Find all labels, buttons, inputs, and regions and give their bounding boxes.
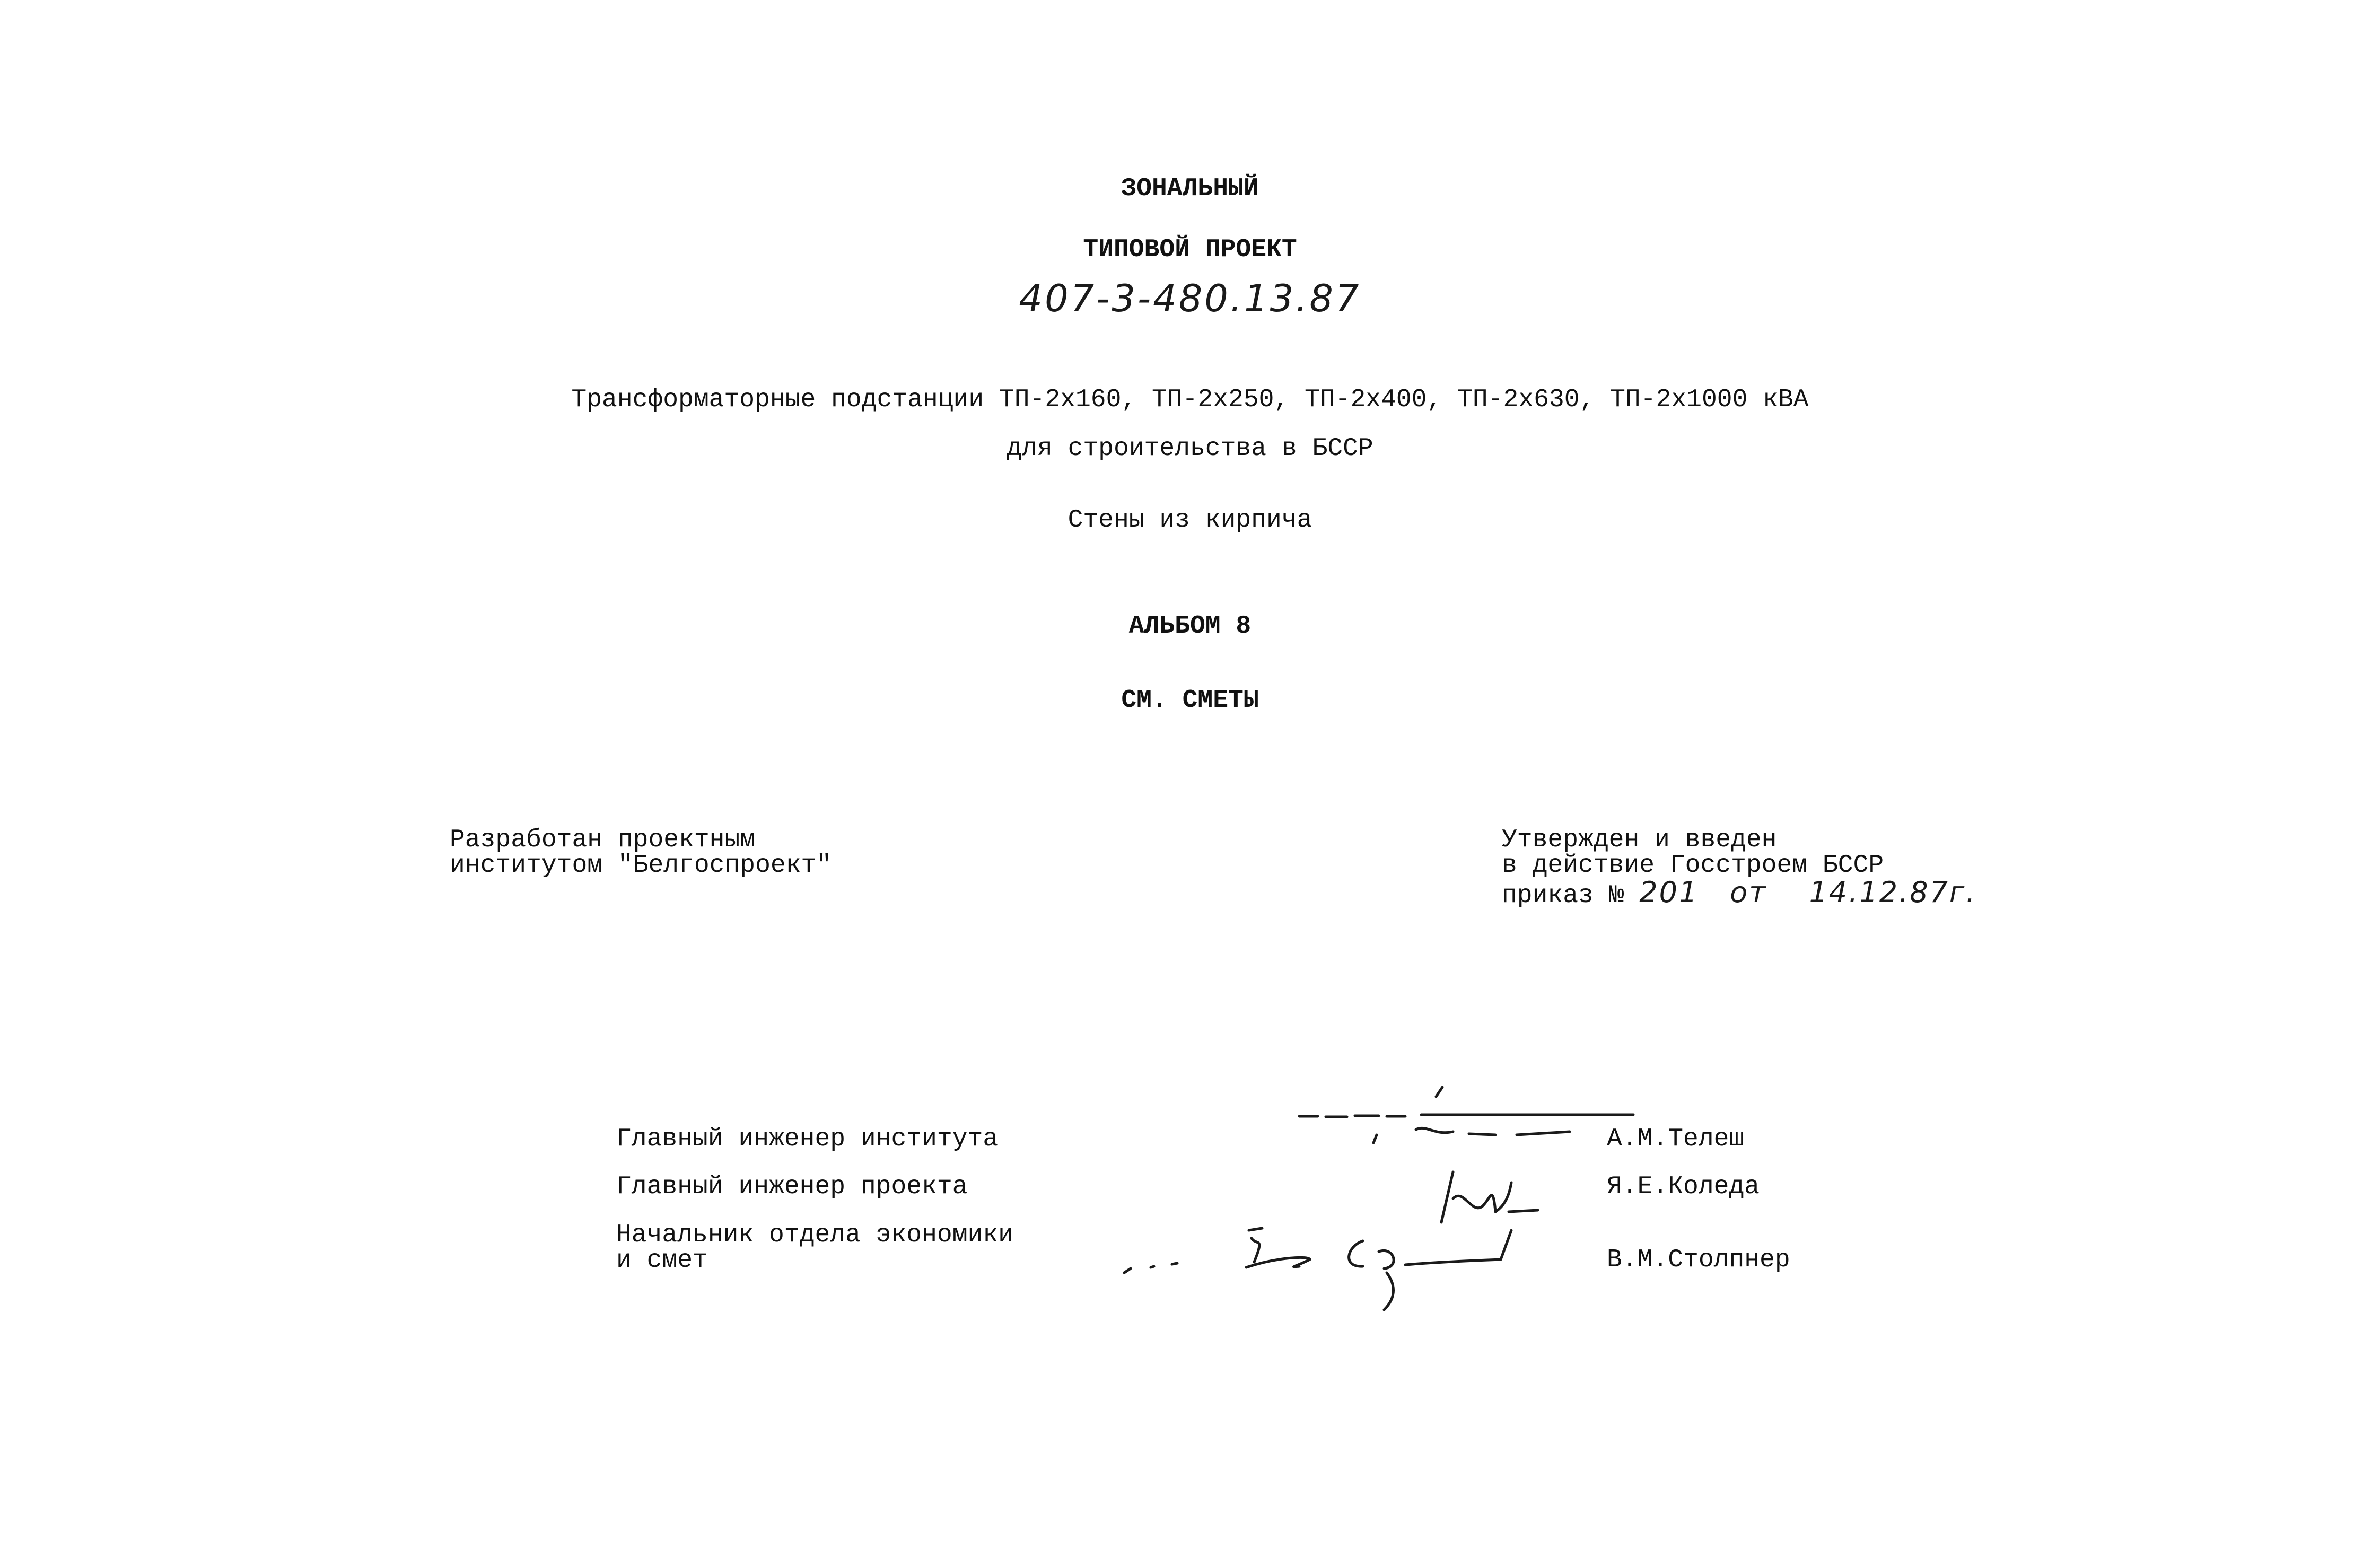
developed-by-line2: институтом "Белгоспроект" [450,851,832,880]
signatory-role-3-line1: Начальник отдела экономики [616,1221,1013,1249]
document-subtitle: Стены из кирпича [1068,506,1312,535]
document-title-region: для строительства в БССР [1007,434,1373,463]
album-label: АЛЬБОМ 8 [1128,612,1252,641]
signatory-role-3-line2: и смет [616,1246,708,1275]
header-typical-project: ТИПОВОЙ ПРОЕКТ [1083,235,1297,264]
order-number: 201 [1639,876,1699,909]
order-from: от [1730,876,1768,909]
approval-line2: в действие Госстроем БССР [1502,851,1884,880]
approval-line1: Утвержден и введен [1502,826,1777,854]
developed-by [450,827,832,878]
signatory-role-3 [616,1222,1013,1273]
developed-by-line1: Разработан проектным [450,826,756,854]
signatory-name-1: А.М.Телеш [1607,1125,1745,1153]
album-subtitle: СМ. СМЕТЫ [1121,686,1259,715]
signatory-role-1: Главный инженер института [616,1125,999,1153]
approval-line3 [1502,878,1976,908]
order-date: 14.12.87г. [1809,876,1977,909]
signature-telesh [1294,1077,1665,1161]
approval-block [1502,827,1976,908]
signatory-name-3: В.М.Столпнер [1607,1246,1790,1274]
header-zonal: ЗОНАЛЬНЫЙ [1121,174,1259,203]
order-prefix: приказ № [1502,881,1624,910]
project-number: 407-3-480.13.87 [1019,277,1361,320]
document-title: Трансформаторные подстанции ТП-2х160, ТП-2х250, ТП-2х400, ТП-2х630, ТП-2х1000 кВА [571,386,1809,414]
signatory-name-2: Я.Е.Коледа [1607,1173,1760,1201]
signature-stolpner [1119,1209,1586,1326]
signatory-role-2: Главный инженер проекта [616,1173,968,1201]
